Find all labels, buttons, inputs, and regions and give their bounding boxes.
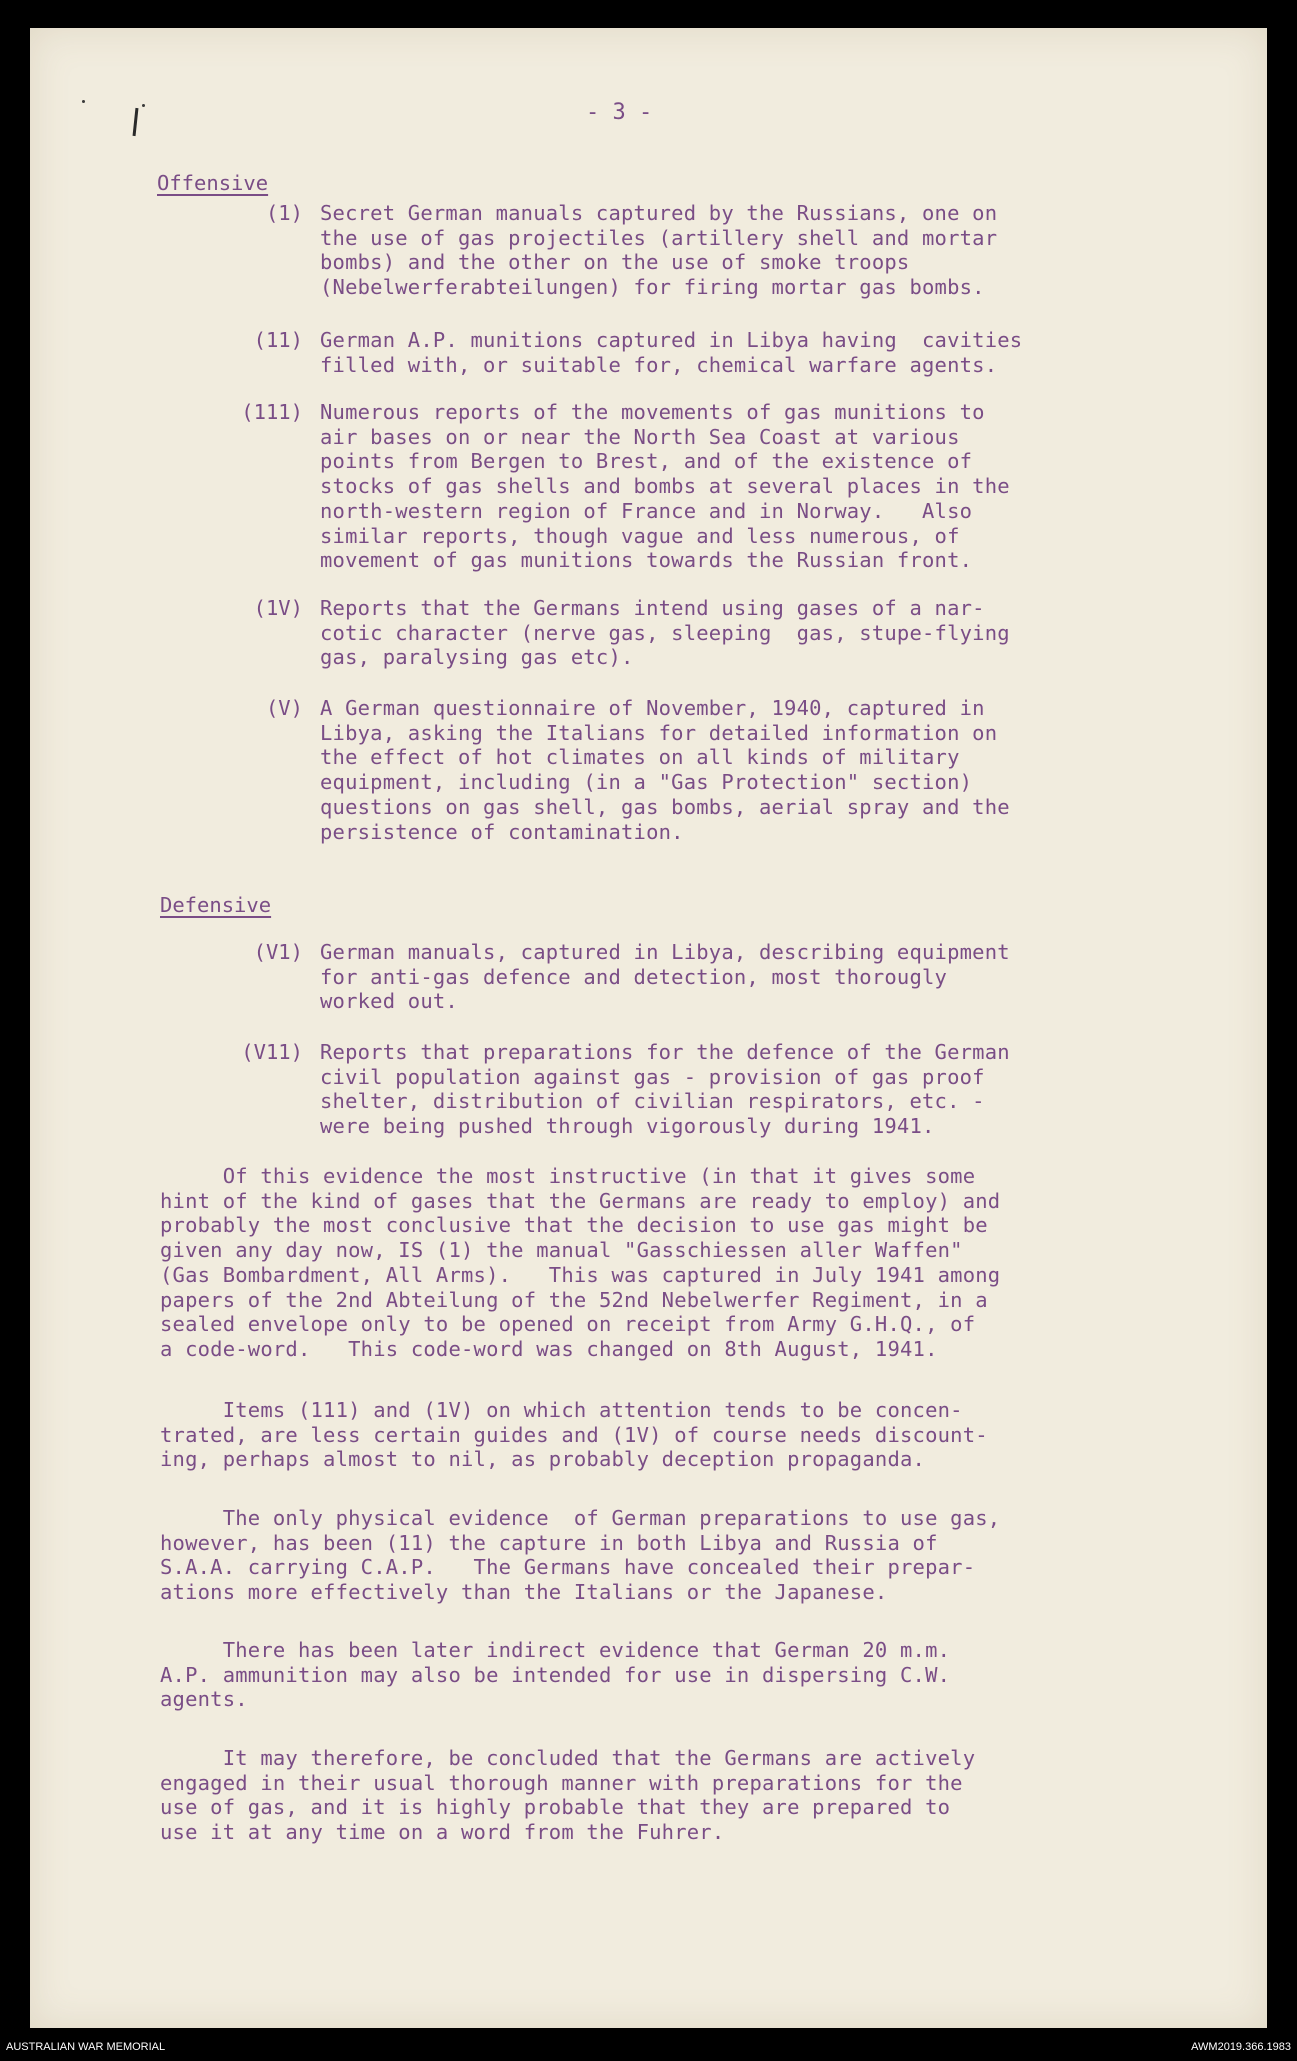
body-paragraph: There has been later indirect evidence that German 20 m.m. A.P. ammunition may also be intended for use in dispersing C.W. agents. (160, 1638, 951, 1712)
item-text: Secret German manuals captured by the Russians, one on the use of gas projectiles (artillery shell and mortar bombs) and the other on the use of smoke troops (Nebelwerferabteilungen) for firing mortar gas bombs. (320, 201, 998, 300)
paper-speck (142, 104, 145, 107)
item-number: (V11) (241, 1040, 303, 1064)
item-text: Numerous reports of the movements of gas munitions to air bases on or near the North Sea Coast at various points from Bergen to Brest, and of the existence of stocks of gas shells and bombs at several places in the north-western region of France and in Norway. Also similar reports, though vague and less numerous, of movement of gas munitions towards the Russian front. (320, 400, 1010, 573)
paper-speck (82, 100, 85, 103)
item-number: (1V) (253, 596, 303, 620)
item-text: A German questionnaire of November, 1940, captured in Libya, asking the Italians for detailed information on the effect of hot climates on all kinds of military equipment, including (in a "Gas Protection" section) questions on gas shell, gas bombs, aerial spray and the persistence of contamination. (320, 696, 1010, 844)
item-number: (1) (265, 201, 303, 225)
item-text: German A.P. munitions captured in Libya having cavities filled with, or suitable for, chemical warfare agents. (320, 328, 1023, 377)
margin-mark (133, 108, 139, 136)
item-text: Reports that preparations for the defence of the German civil population against gas - provision of gas proof shelter, distribution of civilian respirators, etc. - were being pushed through vigorously during 1941. (320, 1040, 1010, 1139)
body-paragraph: Items (111) and (1V) on which attention tends to be concen- trated, are less certain guides and (1V) of course needs discount- ing, perhaps almost to nil, as probably deception propaganda. (160, 1398, 988, 1472)
item-number: (111) (241, 400, 303, 424)
accession-number: AWM2019.366.1983 (1191, 2041, 1291, 2053)
archive-credit: AUSTRALIAN WAR MEMORIAL (6, 2041, 166, 2053)
body-paragraph: Of this evidence the most instructive (in that it gives some hint of the kind of gases that the Germans are ready to employ) and probably the most conclusive that the decision to use gas might be given any day now, IS (1) the manual "Gasschiessen aller Waffen" (Gas Bombardment, All Arms). This was captured in July 1941 among papers of the 2nd Abteilung of the 52nd Nebelwerfer Regiment, in a sealed envelope only to be opened on receipt from Army G.H.Q., of a code-word. This code-word was changed on 8th August, 1941. (160, 1164, 1001, 1361)
item-number: (V1) (253, 940, 303, 964)
body-paragraph: The only physical evidence of German preparations to use gas, however, has been (11) the capture in both Libya and Russia of S.A.A. carrying C.A.P. The Germans have concealed their prepar- ations more effectively than the Italians or the Japanese. (160, 1506, 1001, 1605)
body-paragraph: It may therefore, be concluded that the Germans are actively engaged in their usual thorough manner with preparations for the use of gas, and it is highly probable that they are prepared to use it at any time on a word from the Fuhrer. (160, 1746, 976, 1845)
item-number: (11) (253, 328, 303, 352)
item-text: German manuals, captured in Libya, describing equipment for anti-gas defence and detection, most thorougly worked out. (320, 940, 1010, 1014)
defensive-heading: Defensive (160, 893, 272, 917)
item-text: Reports that the Germans intend using gases of a nar- cotic character (nerve gas, sleeping gas, stupe-flying gas, paralysing gas etc). (320, 596, 1010, 670)
document-page (30, 28, 1267, 2028)
page-number: - 3 - (586, 100, 653, 125)
item-number: (V) (265, 696, 303, 720)
offensive-heading: Offensive (157, 171, 269, 195)
